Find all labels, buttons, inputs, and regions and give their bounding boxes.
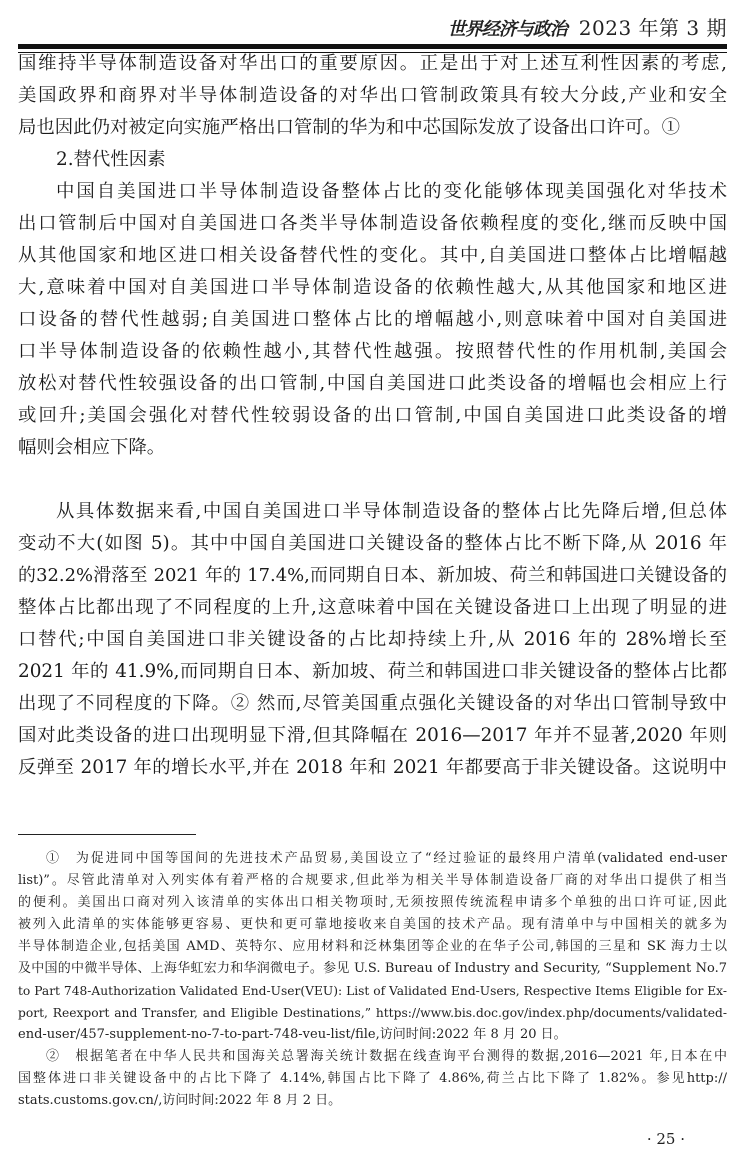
header-title (448, 12, 727, 41)
footnote-line: 及中国的中微半导体、上海华虹宏力和华润微电子。参见 U.S. Bureau of Industry and Security, “Supplement No.7 (18, 961, 727, 976)
footnote-separator (18, 834, 196, 835)
footnote-line: ① 为促进同中国等国间的先进技术产品贸易,美国设立了“经过验证的最终用户清单(validated end-user (46, 851, 727, 866)
body-line: 美国政界和商界对半导体制造设备的对华出口管制政策具有较大分歧,产业和安全 (18, 85, 727, 106)
section-heading: 2.替代性因素 (56, 149, 166, 170)
footnote-line: 被列入此清单的实体能够更容易、更快和更可靠地接收来自美国的技术产品。现有清单中与中国相关的就多为 (18, 917, 727, 932)
body-line: 口半导体制造设备的依赖性越小,其替代性越强。按照替代性的作用机制,美国会 (18, 341, 727, 362)
page-number: · 25 · (646, 1130, 685, 1148)
body-line: 口设备的替代性越弱;自美国进口整体占比的增幅越小,则意味着中国对自美国进 (18, 309, 727, 330)
header-rule-thick (18, 44, 727, 49)
footnote-line: stats.customs.gov.cn/,访问时间:2022 年 8 月 2 日。 (18, 1093, 342, 1108)
body-line: 国对此类设备的进口出现明显下滑,但其降幅在 2016—2017 年并不显著,2020 年则 (18, 725, 727, 746)
body-line: 口替代;中国自美国进口非关键设备的占比却持续上升,从 2016 年的 28%增长至 (18, 629, 727, 650)
journal-logo: 世界经济与政治 (447, 19, 567, 40)
body-line: 整体占比都出现了不同程度的上升,这意味着中国在关键设备进口上出现了明显的进 (18, 597, 727, 618)
body-line: 2021 年的 41.9%,而同期自日本、新加坡、荷兰和韩国进口非关键设备的整体占比都 (18, 661, 727, 682)
body-line: 反弹至 2017 年的增长水平,并在 2018 年和 2021 年都要高于非关键设备。这说明中 (18, 757, 727, 778)
issue-label: 2023 年第 3 期 (578, 16, 727, 40)
body-line: 放松对替代性较强设备的出口管制,中国自美国进口此类设备的增幅也会相应上行 (18, 373, 727, 394)
footnote-line: 半导体制造企业,包括美国 AMD、英特尔、应用材料和泛林集团等企业的在华子公司,韩国的三星和 SK 海力士以 (18, 939, 727, 954)
body-line: 出口管制后中国对自美国进口各类半导体制造设备依赖程度的变化,继而反映中国 (18, 213, 727, 234)
body-line: 从具体数据来看,中国自美国进口半导体制造设备的整体占比先降后增,但总体 (56, 501, 727, 522)
footnote-line: 国整体进口非关键设备中的占比下降了 4.14%,韩国占比下降了 4.86%,荷兰占比下降了 1.82%。参见http:// (18, 1071, 727, 1086)
body-line: 局也因此仍对被定向实施严格出口管制的华为和中芯国际发放了设备出口许可。① (18, 117, 681, 138)
footnote-line: ② 根据笔者在中华人民共和国海关总署海关统计数据在线查询平台测得的数据,2016—2021 年,日本在中 (46, 1049, 727, 1064)
footnote-line: end-user/457-supplement-no-7-to-part-748-veu-list/file,访问时间:2022 年 8 月 20 日。 (18, 1027, 567, 1042)
body-line: 或回升;美国会强化对替代性较弱设备的出口管制,中国自美国进口此类设备的增 (18, 405, 727, 426)
footnote-line: port, Reexport and Transfer, and Eligible Destinations,” https://www.bis.doc.gov/index.php/documents/validated- (18, 1006, 727, 1020)
body-line: 幅则会相应下降。 (18, 437, 166, 458)
footnote-line: to Part 748-Authorization Validated End-User(VEU): List of Validated End-Users, Respective Items Eligible for Ex- (18, 984, 727, 998)
footnote-line: 的便利。美国出口商对列入该清单的实体出口相关物项时,无须按照传统流程申请多个单独的出口许可证,因此 (18, 895, 727, 910)
body-line: 从其他国家和地区进口相关设备替代性的变化。其中,自美国进口整体占比增幅越 (18, 245, 727, 266)
body-line: 大,意味着中国对自美国进口半导体制造设备的依赖性越大,从其他国家和地区进 (18, 277, 727, 298)
footnote-line: list)”。尽管此清单对入列实体有着严格的合规要求,但此举为相关半导体制造设备厂商的对华出口提供了相当 (18, 873, 727, 888)
body-line: 变动不大(如图 5)。其中中国自美国进口关键设备的整体占比不断下降,从 2016 年 (18, 533, 727, 554)
body-line: 中国自美国进口半导体制造设备整体占比的变化能够体现美国强化对华技术 (56, 181, 727, 202)
body-line: 的32.2%滑落至 2021 年的 17.4%,而同期自日本、新加坡、荷兰和韩国进口关键设备的 (18, 565, 727, 586)
body-line: 出现了不同程度的下降。② 然而,尽管美国重点强化关键设备的对华出口管制导致中 (18, 693, 727, 714)
body-line: 国维持半导体制造设备对华出口的重要原因。正是出于对上述互利性因素的考虑, (18, 53, 727, 74)
